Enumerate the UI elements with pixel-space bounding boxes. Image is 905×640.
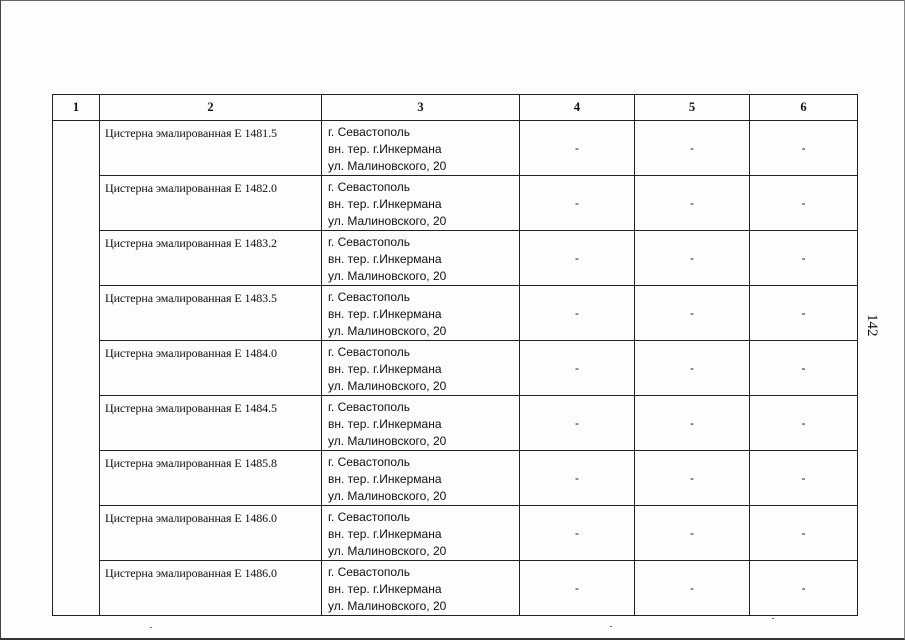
address-territory: вн. тер. г.Инкермана: [328, 197, 442, 211]
address-city: г. Севастополь: [328, 510, 411, 524]
cell-name: [100, 341, 322, 396]
table-row: [53, 231, 858, 286]
inventory-table: [52, 94, 858, 616]
cell-address: [322, 506, 520, 561]
cell-col-6: -: [750, 286, 858, 341]
item-name: Цистерна эмалированная Е 1483.2: [105, 236, 277, 250]
address-city: г. Севастополь: [328, 455, 411, 469]
address-territory: вн. тер. г.Инкермана: [328, 307, 442, 321]
cell-col-4: -: [520, 286, 635, 341]
item-name: Цистерна эмалированная Е 1483.5: [105, 291, 277, 305]
address-street: ул. Малиновского, 20: [328, 489, 447, 503]
cell-name: [100, 396, 322, 451]
address-street: ул. Малиновского, 20: [328, 269, 447, 283]
scan-speck: [150, 627, 152, 628]
cell-col-5: -: [635, 176, 750, 231]
cell-col-1: [53, 341, 100, 396]
cell-address: [322, 231, 520, 286]
address-territory: вн. тер. г.Инкермана: [328, 472, 442, 486]
cell-col-1: [53, 506, 100, 561]
header-col-6: 6: [750, 95, 858, 121]
cell-col-4: -: [520, 231, 635, 286]
table-row: [53, 561, 858, 616]
cell-address: [322, 396, 520, 451]
cell-name: [100, 176, 322, 231]
table-row: [53, 451, 858, 506]
scan-speck: [610, 626, 612, 627]
cell-col-6: -: [750, 341, 858, 396]
cell-address: [322, 286, 520, 341]
header-row: [53, 95, 858, 121]
cell-col-1: [53, 286, 100, 341]
item-name: Цистерна эмалированная Е 1481.5: [105, 126, 277, 140]
cell-col-6: -: [750, 121, 858, 176]
scan-speck: [772, 618, 774, 619]
address-city: г. Севастополь: [328, 565, 411, 579]
address-city: г. Севастополь: [328, 400, 411, 414]
cell-col-1: [53, 561, 100, 616]
cell-col-5: -: [635, 561, 750, 616]
cell-name: [100, 286, 322, 341]
item-name: Цистерна эмалированная Е 1482.0: [105, 181, 277, 195]
cell-col-5: -: [635, 506, 750, 561]
address-street: ул. Малиновского, 20: [328, 324, 447, 338]
cell-col-4: -: [520, 451, 635, 506]
cell-col-5: -: [635, 451, 750, 506]
table-row: [53, 396, 858, 451]
header-col-5: 5: [635, 95, 750, 121]
address-territory: вн. тер. г.Инкермана: [328, 142, 442, 156]
cell-name: [100, 506, 322, 561]
cell-col-4: -: [520, 176, 635, 231]
address-territory: вн. тер. г.Инкермана: [328, 417, 442, 431]
cell-col-1: [53, 231, 100, 286]
address-street: ул. Малиновского, 20: [328, 379, 447, 393]
table-row: [53, 121, 858, 176]
item-name: Цистерна эмалированная Е 1484.0: [105, 346, 277, 360]
cell-address: [322, 451, 520, 506]
table-row: [53, 341, 858, 396]
cell-col-6: -: [750, 561, 858, 616]
address-street: ул. Малиновского, 20: [328, 434, 447, 448]
cell-name: [100, 451, 322, 506]
item-name: Цистерна эмалированная Е 1486.0: [105, 566, 277, 580]
cell-name: [100, 231, 322, 286]
cell-col-4: -: [520, 121, 635, 176]
cell-address: [322, 561, 520, 616]
address-territory: вн. тер. г.Инкермана: [328, 527, 442, 541]
header-col-1: 1: [53, 95, 100, 121]
header-col-4: 4: [520, 95, 635, 121]
header-col-2: 2: [100, 95, 322, 121]
cell-name: [100, 121, 322, 176]
page-number: 142: [864, 314, 880, 337]
cell-col-1: [53, 176, 100, 231]
cell-name: [100, 561, 322, 616]
item-name: Цистерна эмалированная Е 1486.0: [105, 511, 277, 525]
table-row: [53, 506, 858, 561]
address-territory: вн. тер. г.Инкермана: [328, 362, 442, 376]
cell-col-6: -: [750, 396, 858, 451]
address-street: ул. Малиновского, 20: [328, 214, 447, 228]
table-row: [53, 286, 858, 341]
cell-col-4: -: [520, 341, 635, 396]
cell-col-1: [53, 451, 100, 506]
address-city: г. Севастополь: [328, 290, 411, 304]
item-name: Цистерна эмалированная Е 1485.8: [105, 456, 277, 470]
cell-address: [322, 176, 520, 231]
address-street: ул. Малиновского, 20: [328, 544, 447, 558]
item-name: Цистерна эмалированная Е 1484.5: [105, 401, 277, 415]
cell-address: [322, 121, 520, 176]
cell-col-4: -: [520, 396, 635, 451]
address-city: г. Севастополь: [328, 345, 411, 359]
address-territory: вн. тер. г.Инкермана: [328, 252, 442, 266]
address-territory: вн. тер. г.Инкермана: [328, 582, 442, 596]
header-col-3: 3: [322, 95, 520, 121]
cell-col-1: [53, 121, 100, 176]
cell-col-4: -: [520, 561, 635, 616]
cell-col-5: -: [635, 121, 750, 176]
address-city: г. Севастополь: [328, 180, 411, 194]
cell-col-5: -: [635, 341, 750, 396]
address-city: г. Севастополь: [328, 125, 411, 139]
address-street: ул. Малиновского, 20: [328, 599, 447, 613]
cell-col-5: -: [635, 231, 750, 286]
address-street: ул. Малиновского, 20: [328, 159, 447, 173]
address-city: г. Севастополь: [328, 235, 411, 249]
cell-col-6: -: [750, 176, 858, 231]
cell-col-6: -: [750, 451, 858, 506]
cell-col-6: -: [750, 231, 858, 286]
cell-col-5: -: [635, 286, 750, 341]
cell-address: [322, 341, 520, 396]
cell-col-5: -: [635, 396, 750, 451]
cell-col-6: -: [750, 506, 858, 561]
cell-col-4: -: [520, 506, 635, 561]
table-row: [53, 176, 858, 231]
cell-col-1: [53, 396, 100, 451]
